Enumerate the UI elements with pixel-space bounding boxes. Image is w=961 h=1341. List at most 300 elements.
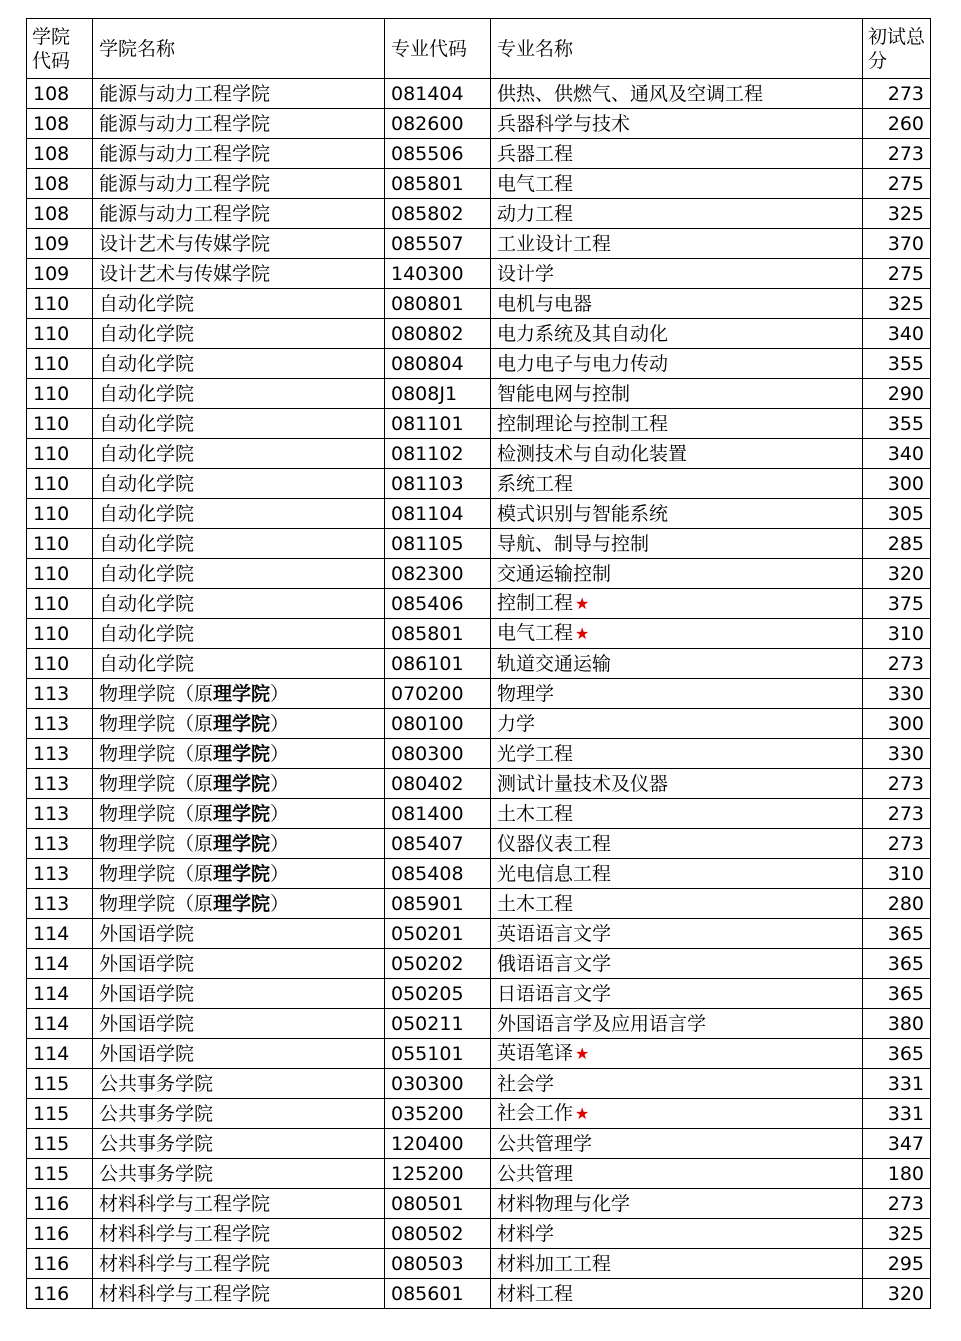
- major-name-cell: [491, 199, 863, 229]
- table-row: [27, 1249, 931, 1279]
- college-code-cell: 109: [27, 259, 93, 289]
- major-name-text: 公共管理学: [497, 1132, 593, 1155]
- score-cell: 273: [863, 829, 931, 859]
- table-row: [27, 769, 931, 799]
- score-cell: 331: [863, 1069, 931, 1099]
- major-code-cell: 082300: [385, 559, 491, 589]
- major-name-cell: [491, 1249, 863, 1279]
- score-cell: 340: [863, 319, 931, 349]
- table-row: [27, 1189, 931, 1219]
- college-code-cell: 110: [27, 589, 93, 619]
- score-cell: 340: [863, 439, 931, 469]
- major-code-cell: 080300: [385, 739, 491, 769]
- college-code-cell: 116: [27, 1279, 93, 1309]
- major-code-cell: 050205: [385, 979, 491, 1009]
- college-name-text: 物理学院（原: [99, 832, 214, 855]
- college-name-cell: [93, 529, 385, 559]
- table-row: [27, 589, 931, 619]
- college-name-cell: [93, 799, 385, 829]
- major-name-text: 日语语言文学: [497, 982, 612, 1005]
- score-cell: 355: [863, 349, 931, 379]
- college-name-cell: [93, 889, 385, 919]
- major-name-text: 测试计量技术及仪器: [497, 772, 669, 795]
- major-code-cell: 120400: [385, 1129, 491, 1159]
- major-name-cell: [491, 739, 863, 769]
- major-name-cell: [491, 439, 863, 469]
- college-name-cell: [93, 559, 385, 589]
- college-name-text: 自动化学院: [99, 562, 195, 585]
- college-name-text: 公共事务学院: [99, 1102, 214, 1125]
- college-name-cell: [93, 499, 385, 529]
- major-code-cell: 086101: [385, 649, 491, 679]
- college-code-cell: 108: [27, 109, 93, 139]
- college-name-text: 自动化学院: [99, 382, 195, 405]
- score-cell: 320: [863, 1279, 931, 1309]
- major-name-text: 英语笔译: [497, 1042, 574, 1064]
- college-code-cell: 110: [27, 379, 93, 409]
- table-row: [27, 139, 931, 169]
- table-row: [27, 739, 931, 769]
- major-code-cell: 080801: [385, 289, 491, 319]
- header-major-code: 专业代码: [385, 19, 491, 79]
- college-name-cell: [93, 709, 385, 739]
- score-cell: 273: [863, 1189, 931, 1219]
- major-code-cell: 085802: [385, 199, 491, 229]
- major-code-cell: 081101: [385, 409, 491, 439]
- score-cell: 365: [863, 979, 931, 1009]
- college-name-cell: [93, 829, 385, 859]
- major-code-cell: 081102: [385, 439, 491, 469]
- major-name-cell: [491, 979, 863, 1009]
- college-name-cell: [93, 169, 385, 199]
- major-name-text: 社会学: [497, 1072, 555, 1095]
- college-code-cell: 110: [27, 559, 93, 589]
- table-row: [27, 439, 931, 469]
- score-cell: 275: [863, 169, 931, 199]
- major-name-cell: [491, 1129, 863, 1159]
- score-cell: 273: [863, 79, 931, 109]
- major-name-cell: [491, 829, 863, 859]
- college-name-cell: [93, 139, 385, 169]
- college-name-cell: [93, 949, 385, 979]
- college-code-cell: 110: [27, 529, 93, 559]
- college-name-bold-text: 理学院: [213, 682, 271, 705]
- table-row: [27, 679, 931, 709]
- college-name-text: 公共事务学院: [99, 1162, 214, 1185]
- major-name-text: 英语语言文学: [497, 922, 612, 945]
- major-code-cell: 140300: [385, 259, 491, 289]
- table-row: [27, 379, 931, 409]
- major-code-cell: 055101: [385, 1039, 491, 1069]
- major-name-cell: [491, 679, 863, 709]
- major-code-cell: 082600: [385, 109, 491, 139]
- college-name-tail-text: ）: [270, 862, 290, 885]
- college-code-cell: 108: [27, 169, 93, 199]
- college-name-tail-text: ）: [270, 802, 290, 825]
- table-row: [27, 859, 931, 889]
- major-code-cell: 081400: [385, 799, 491, 829]
- college-name-text: 自动化学院: [99, 502, 195, 525]
- college-name-cell: [93, 1129, 385, 1159]
- major-name-cell: [491, 799, 863, 829]
- score-cell: 330: [863, 739, 931, 769]
- major-name-text: 光学工程: [497, 742, 574, 765]
- college-name-cell: [93, 859, 385, 889]
- college-name-text: 外国语学院: [99, 952, 195, 975]
- college-name-cell: [93, 439, 385, 469]
- major-name-text: 交通运输控制: [497, 562, 612, 585]
- major-name-cell: [491, 169, 863, 199]
- college-name-tail-text: ）: [270, 712, 290, 735]
- college-name-cell: [93, 679, 385, 709]
- table-header-row: [27, 19, 931, 79]
- major-code-cell: 085801: [385, 169, 491, 199]
- major-name-text: 供热、供燃气、通风及空调工程: [497, 82, 764, 105]
- major-name-cell: [491, 949, 863, 979]
- major-code-cell: 081103: [385, 469, 491, 499]
- major-name-cell: [491, 529, 863, 559]
- score-cell: 331: [863, 1099, 931, 1129]
- college-name-text: 能源与动力工程学院: [99, 82, 271, 105]
- table-row: [27, 1219, 931, 1249]
- college-name-tail-text: ）: [270, 772, 290, 795]
- college-name-bold-text: 理学院: [213, 742, 271, 765]
- major-code-cell: 070200: [385, 679, 491, 709]
- college-name-text: 材料科学与工程学院: [99, 1252, 271, 1275]
- college-code-cell: 110: [27, 409, 93, 439]
- red-star-icon: ★: [575, 1044, 590, 1063]
- major-code-cell: 085407: [385, 829, 491, 859]
- major-name-text: 兵器工程: [497, 142, 574, 165]
- major-name-cell: [491, 469, 863, 499]
- college-code-cell: 110: [27, 439, 93, 469]
- college-name-text: 外国语学院: [99, 982, 195, 1005]
- score-cell: 273: [863, 139, 931, 169]
- major-code-cell: 085408: [385, 859, 491, 889]
- major-name-text: 光电信息工程: [497, 862, 612, 885]
- major-name-cell: [491, 229, 863, 259]
- table-row: [27, 979, 931, 1009]
- college-code-cell: 113: [27, 799, 93, 829]
- table-row: [27, 289, 931, 319]
- table-row: [27, 409, 931, 439]
- major-code-cell: 085601: [385, 1279, 491, 1309]
- major-code-cell: 125200: [385, 1159, 491, 1189]
- college-name-text: 外国语学院: [99, 922, 195, 945]
- college-name-text: 自动化学院: [99, 442, 195, 465]
- college-name-text: 自动化学院: [99, 592, 195, 615]
- major-name-text: 材料物理与化学: [497, 1192, 631, 1215]
- red-star-icon: ★: [575, 624, 590, 643]
- header-score: 初试总分: [863, 19, 931, 79]
- table-row: [27, 1009, 931, 1039]
- score-cell: 300: [863, 469, 931, 499]
- table-row: [27, 619, 931, 649]
- college-name-cell: [93, 229, 385, 259]
- college-code-cell: 114: [27, 979, 93, 1009]
- major-name-text: 电气工程: [497, 172, 574, 195]
- major-code-cell: 085506: [385, 139, 491, 169]
- college-name-cell: [93, 649, 385, 679]
- college-code-cell: 114: [27, 919, 93, 949]
- college-code-cell: 108: [27, 139, 93, 169]
- major-name-text: 材料学: [497, 1222, 555, 1245]
- college-code-cell: 113: [27, 889, 93, 919]
- major-name-cell: [491, 1219, 863, 1249]
- college-name-text: 自动化学院: [99, 622, 195, 645]
- college-name-cell: [93, 1039, 385, 1069]
- college-name-cell: [93, 199, 385, 229]
- major-name-cell: [491, 79, 863, 109]
- college-name-cell: [93, 409, 385, 439]
- table-row: [27, 949, 931, 979]
- college-name-cell: [93, 289, 385, 319]
- major-code-cell: 030300: [385, 1069, 491, 1099]
- college-name-text: 自动化学院: [99, 322, 195, 345]
- major-name-cell: [491, 1039, 863, 1069]
- college-name-text: 物理学院（原: [99, 742, 214, 765]
- college-name-text: 能源与动力工程学院: [99, 202, 271, 225]
- major-name-text: 电气工程: [497, 622, 574, 644]
- score-cell: 305: [863, 499, 931, 529]
- college-name-cell: [93, 769, 385, 799]
- college-name-text: 材料科学与工程学院: [99, 1192, 271, 1215]
- major-name-cell: [491, 559, 863, 589]
- college-name-cell: [93, 589, 385, 619]
- major-name-text: 土木工程: [497, 892, 574, 915]
- major-code-cell: 085901: [385, 889, 491, 919]
- college-name-text: 物理学院（原: [99, 682, 214, 705]
- college-name-cell: [93, 319, 385, 349]
- major-code-cell: 050211: [385, 1009, 491, 1039]
- score-cell: 310: [863, 859, 931, 889]
- score-cell: 325: [863, 289, 931, 319]
- college-name-bold-text: 理学院: [213, 862, 271, 885]
- major-name-text: 兵器科学与技术: [497, 112, 631, 135]
- college-code-cell: 110: [27, 289, 93, 319]
- table-row: [27, 1129, 931, 1159]
- college-code-cell: 115: [27, 1069, 93, 1099]
- major-name-text: 导航、制导与控制: [497, 532, 650, 555]
- major-code-cell: 080502: [385, 1219, 491, 1249]
- major-code-cell: 085801: [385, 619, 491, 649]
- table-row: [27, 829, 931, 859]
- major-name-text: 力学: [497, 712, 536, 735]
- major-code-cell: 080501: [385, 1189, 491, 1219]
- college-code-cell: 110: [27, 349, 93, 379]
- table-row: [27, 499, 931, 529]
- score-cell: 273: [863, 799, 931, 829]
- table-row: [27, 229, 931, 259]
- college-code-cell: 116: [27, 1219, 93, 1249]
- header-college-code: 学院代码: [27, 19, 93, 79]
- major-name-text: 社会工作: [497, 1102, 574, 1124]
- major-name-cell: [491, 1069, 863, 1099]
- score-cell: 320: [863, 559, 931, 589]
- major-code-cell: 085507: [385, 229, 491, 259]
- table-row: [27, 559, 931, 589]
- major-name-text: 模式识别与智能系统: [497, 502, 669, 525]
- score-cell: 370: [863, 229, 931, 259]
- college-name-text: 公共事务学院: [99, 1132, 214, 1155]
- major-name-cell: [491, 109, 863, 139]
- major-code-cell: 081104: [385, 499, 491, 529]
- college-name-text: 公共事务学院: [99, 1072, 214, 1095]
- major-name-text: 智能电网与控制: [497, 382, 631, 405]
- major-name-text: 物理学: [497, 682, 555, 705]
- major-name-text: 土木工程: [497, 802, 574, 825]
- major-name-cell: [491, 649, 863, 679]
- major-name-cell: [491, 889, 863, 919]
- major-name-cell: [491, 1189, 863, 1219]
- table-row: [27, 1099, 931, 1129]
- score-cell: 310: [863, 619, 931, 649]
- college-code-cell: 116: [27, 1249, 93, 1279]
- major-code-cell: 050201: [385, 919, 491, 949]
- major-name-cell: [491, 499, 863, 529]
- college-name-cell: [93, 979, 385, 1009]
- score-cell: 347: [863, 1129, 931, 1159]
- college-name-text: 自动化学院: [99, 412, 195, 435]
- college-name-bold-text: 理学院: [213, 892, 271, 915]
- table-row: [27, 319, 931, 349]
- college-name-cell: [93, 259, 385, 289]
- college-name-text: 物理学院（原: [99, 712, 214, 735]
- college-name-cell: [93, 1219, 385, 1249]
- college-code-cell: 114: [27, 949, 93, 979]
- major-code-cell: 035200: [385, 1099, 491, 1129]
- college-name-text: 物理学院（原: [99, 772, 214, 795]
- college-name-cell: [93, 1009, 385, 1039]
- major-name-cell: [491, 1009, 863, 1039]
- major-name-text: 电机与电器: [497, 292, 593, 315]
- college-name-text: 物理学院（原: [99, 862, 214, 885]
- major-name-cell: [491, 709, 863, 739]
- college-name-tail-text: ）: [270, 892, 290, 915]
- college-name-cell: [93, 1159, 385, 1189]
- major-name-cell: [491, 139, 863, 169]
- major-name-cell: [491, 1279, 863, 1309]
- major-name-text: 材料加工工程: [497, 1252, 612, 1275]
- major-code-cell: 080804: [385, 349, 491, 379]
- major-code-cell: 080802: [385, 319, 491, 349]
- college-code-cell: 113: [27, 769, 93, 799]
- major-code-cell: 081404: [385, 79, 491, 109]
- college-code-cell: 116: [27, 1189, 93, 1219]
- table-row: [27, 529, 931, 559]
- table-row: [27, 919, 931, 949]
- score-cell: 325: [863, 199, 931, 229]
- major-name-text: 控制理论与控制工程: [497, 412, 669, 435]
- table-row: [27, 79, 931, 109]
- college-name-cell: [93, 109, 385, 139]
- score-cell: 285: [863, 529, 931, 559]
- score-cell: 280: [863, 889, 931, 919]
- score-cell: 365: [863, 949, 931, 979]
- college-name-cell: [93, 469, 385, 499]
- table-row: [27, 709, 931, 739]
- college-name-text: 自动化学院: [99, 472, 195, 495]
- table-row: [27, 1039, 931, 1069]
- college-code-cell: 110: [27, 619, 93, 649]
- score-cell: 380: [863, 1009, 931, 1039]
- table-row: [27, 259, 931, 289]
- college-code-cell: 110: [27, 499, 93, 529]
- college-name-cell: [93, 79, 385, 109]
- major-name-cell: [491, 319, 863, 349]
- major-name-text: 公共管理: [497, 1162, 574, 1185]
- college-name-bold-text: 理学院: [213, 802, 271, 825]
- college-name-text: 设计艺术与传媒学院: [99, 262, 271, 285]
- header-college-name: 学院名称: [93, 19, 385, 79]
- major-name-cell: [491, 1159, 863, 1189]
- college-name-text: 材料科学与工程学院: [99, 1282, 271, 1305]
- score-cell: 330: [863, 679, 931, 709]
- major-name-text: 轨道交通运输: [497, 652, 612, 675]
- score-cell: 290: [863, 379, 931, 409]
- major-code-cell: 080100: [385, 709, 491, 739]
- score-cell: 275: [863, 259, 931, 289]
- score-cell: 273: [863, 769, 931, 799]
- major-name-cell: [491, 1099, 863, 1129]
- college-code-cell: 113: [27, 829, 93, 859]
- score-cell: 180: [863, 1159, 931, 1189]
- score-cell: 295: [863, 1249, 931, 1279]
- major-name-cell: [491, 259, 863, 289]
- college-code-cell: 110: [27, 469, 93, 499]
- college-code-cell: 108: [27, 199, 93, 229]
- major-name-text: 动力工程: [497, 202, 574, 225]
- major-name-cell: [491, 589, 863, 619]
- college-name-cell: [93, 619, 385, 649]
- college-name-bold-text: 理学院: [213, 772, 271, 795]
- red-star-icon: ★: [575, 1104, 590, 1123]
- major-name-text: 工业设计工程: [497, 232, 612, 255]
- college-name-text: 能源与动力工程学院: [99, 172, 271, 195]
- college-name-bold-text: 理学院: [213, 712, 271, 735]
- major-name-text: 材料工程: [497, 1282, 574, 1305]
- college-code-cell: 115: [27, 1159, 93, 1189]
- college-name-text: 材料科学与工程学院: [99, 1222, 271, 1245]
- college-code-cell: 113: [27, 859, 93, 889]
- major-name-cell: [491, 409, 863, 439]
- admission-score-table: [26, 18, 931, 1309]
- major-code-cell: 0808J1: [385, 379, 491, 409]
- major-name-text: 电力电子与电力传动: [497, 352, 669, 375]
- table-body: [27, 79, 931, 1309]
- table-row: [27, 109, 931, 139]
- header-major-name: 专业名称: [491, 19, 863, 79]
- college-code-cell: 114: [27, 1009, 93, 1039]
- score-cell: 375: [863, 589, 931, 619]
- college-name-text: 自动化学院: [99, 352, 195, 375]
- major-code-cell: 081105: [385, 529, 491, 559]
- college-code-cell: 115: [27, 1129, 93, 1159]
- score-cell: 325: [863, 1219, 931, 1249]
- major-name-cell: [491, 379, 863, 409]
- college-name-tail-text: ）: [270, 832, 290, 855]
- table-row: [27, 469, 931, 499]
- major-name-text: 外国语言学及应用语言学: [497, 1012, 707, 1035]
- table-row: [27, 649, 931, 679]
- major-name-cell: [491, 769, 863, 799]
- college-name-cell: [93, 1099, 385, 1129]
- college-code-cell: 109: [27, 229, 93, 259]
- college-name-cell: [93, 1279, 385, 1309]
- college-name-bold-text: 理学院: [213, 832, 271, 855]
- major-code-cell: 085406: [385, 589, 491, 619]
- table-row: [27, 349, 931, 379]
